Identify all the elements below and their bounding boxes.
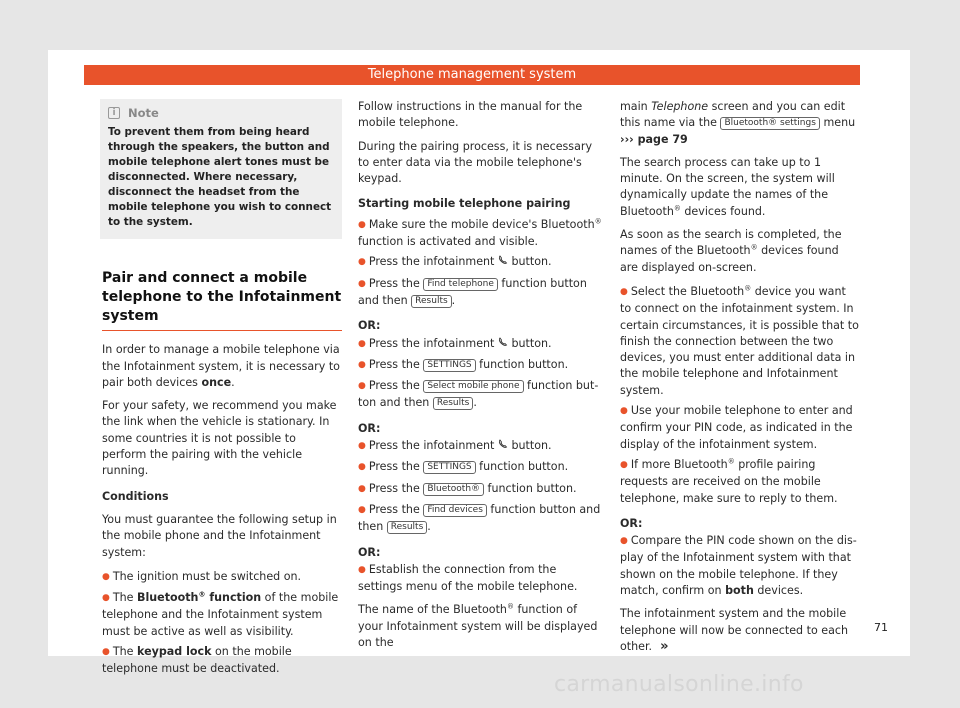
or-label: OR: (358, 319, 381, 333)
list-item: ● Press the SETTINGS function button. (358, 460, 569, 474)
results-button[interactable]: Results (387, 521, 428, 534)
paragraph: For your safety, we recommend you make the link when the vehicle is stationary. In some countries it is not possible to perform the pairing with the vehicle running. (102, 399, 337, 478)
list-item: ● Use your mobile telephone to enter and confirm your PIN code, as indicated in the display of the infotainment system. (620, 404, 853, 451)
settings-button[interactable]: SETTINGS (423, 359, 475, 372)
note-label: Note (128, 106, 159, 120)
list-item: ● Compare the PIN code shown on the display of the Infotainment system with that shown on the mobile telephone. If they match, confirm on both devices. (620, 534, 857, 598)
bullet-icon: ● (358, 359, 366, 370)
page-header: Telephone management system (84, 65, 860, 85)
page-reference-link[interactable]: ››› page 79 (620, 132, 688, 146)
list-item: ● Press the SETTINGS function button. (358, 357, 569, 371)
paragraph: The search process can take up to 1 minute. On the screen, the system will dynamically update the names of the Bluetooth® devices found. (620, 155, 835, 218)
bullet-icon: ● (358, 462, 366, 473)
list-item: ● Press the Find telephone function button and then Results . (358, 276, 587, 307)
bullet-icon: ● (358, 257, 366, 268)
list-item: ● Select the Bluetooth® device you want to connect on the infotainment system. In certain circumstances, it is possible that to finish the connection between the two devices, you must enter additional data in the mobile telephone and Infotainment system. (620, 284, 859, 397)
paragraph: Follow instructions in the manual for the mobile telephone. (358, 100, 583, 130)
list-item: ● The Bluetooth® function of the mobile telephone and the Infotainment system must be active as well as visibility. (102, 590, 339, 638)
or-label: OR: (358, 545, 381, 559)
list-item: ● Make sure the mobile device's Bluetooth® function is activated and visible. (358, 217, 602, 249)
bullet-icon: ● (620, 536, 628, 547)
bullet-icon: ● (358, 278, 366, 289)
conditions-heading: Conditions (102, 489, 169, 503)
column-1 (102, 99, 342, 678)
list-item: ● Press the Find devices function button and then Results . (358, 502, 601, 534)
section-heading: Pair and connect a mobile telephone to the Infotainment system (102, 269, 342, 331)
paragraph: main Telephone screen and you can edit this name via the Bluetooth® settings menu ››› page 79 (620, 100, 856, 146)
bullet-icon: ● (102, 593, 110, 604)
paragraph: The infotainment system and the mobile telephone will now be connected to each other. » (620, 607, 849, 654)
bullet-icon: ● (358, 564, 366, 575)
note-box (100, 99, 342, 239)
subheading: Starting mobile telephone pairing (358, 197, 571, 211)
list-item: ● The keypad lock on the mobile telephone must be deactivated. (102, 645, 292, 676)
list-item: ● The ignition must be switched on. (102, 569, 302, 583)
or-label: OR: (620, 516, 643, 530)
paragraph: The name of the Bluetooth® function of your Infotainment system will be displayed on the (358, 602, 598, 650)
bullet-icon: ● (620, 459, 628, 470)
list-item: ● Press the Bluetooth® function button. (358, 481, 577, 495)
results-button[interactable]: Results (433, 397, 474, 410)
select-mobile-phone-button[interactable]: Select mobile phone (423, 380, 523, 393)
phone-icon (498, 255, 508, 265)
results-button[interactable]: Results (411, 295, 452, 308)
or-label: OR: (358, 421, 381, 435)
bluetooth-button[interactable]: Bluetooth® (423, 483, 484, 496)
paragraph: You must guarantee the following setup in the mobile phone and the Infotainment system: (102, 512, 337, 559)
note-header (108, 105, 334, 121)
column-3 (620, 99, 860, 655)
find-devices-button[interactable]: Find devices (423, 504, 487, 517)
list-item: ● Press the Select mobile phone function button and then Results . (358, 379, 599, 410)
info-icon: i (108, 107, 120, 119)
paragraph: In order to manage a mobile telephone via the Infotainment system, it is necessary to pair both devices once. (102, 343, 340, 389)
list-item: ● Establish the connection from the settings menu of the mobile telephone. (358, 562, 578, 594)
list-item: ● Press the infotainment button. (358, 255, 552, 269)
page-number: 71 (874, 621, 888, 634)
bullet-icon: ● (358, 219, 366, 230)
paragraph: During the pairing process, it is necessary to enter data via the mobile telephone's keypad. (358, 139, 593, 186)
continue-arrow-icon: » (660, 638, 669, 654)
paragraph: As soon as the search is completed, the names of the Bluetooth® devices found are displayed on-screen. (620, 228, 842, 274)
watermark: carmanualsonline.info (554, 672, 804, 697)
find-telephone-button[interactable]: Find telephone (423, 278, 498, 291)
bullet-icon: ● (358, 338, 366, 349)
bullet-icon: ● (358, 441, 366, 452)
note-text: To prevent them from being heard through the speakers, the button and mobile telephone alert tones must be disconnected. Where necessary, disconnect the headset from the mobile telephone you wish to connect to the system. (108, 126, 332, 229)
settings-button[interactable]: SETTINGS (423, 461, 475, 474)
list-item: ● Press the infotainment button. (358, 336, 552, 350)
bullet-icon: ● (620, 286, 628, 297)
bullet-icon: ● (102, 647, 110, 658)
bullet-icon: ● (358, 381, 366, 392)
bullet-icon: ● (358, 483, 366, 494)
column-2 (358, 99, 602, 651)
phone-icon (498, 337, 508, 347)
bullet-icon: ● (620, 406, 628, 417)
list-item: ● Press the infotainment button. (358, 439, 552, 453)
bullet-icon: ● (102, 571, 110, 582)
list-item: ● If more Bluetooth® profile pairing requests are received on the mobile telephone, make sure to reply to them. (620, 457, 838, 505)
bluetooth-settings-button[interactable]: Bluetooth® settings (720, 117, 819, 130)
phone-icon (498, 439, 508, 449)
bullet-icon: ● (358, 504, 366, 515)
